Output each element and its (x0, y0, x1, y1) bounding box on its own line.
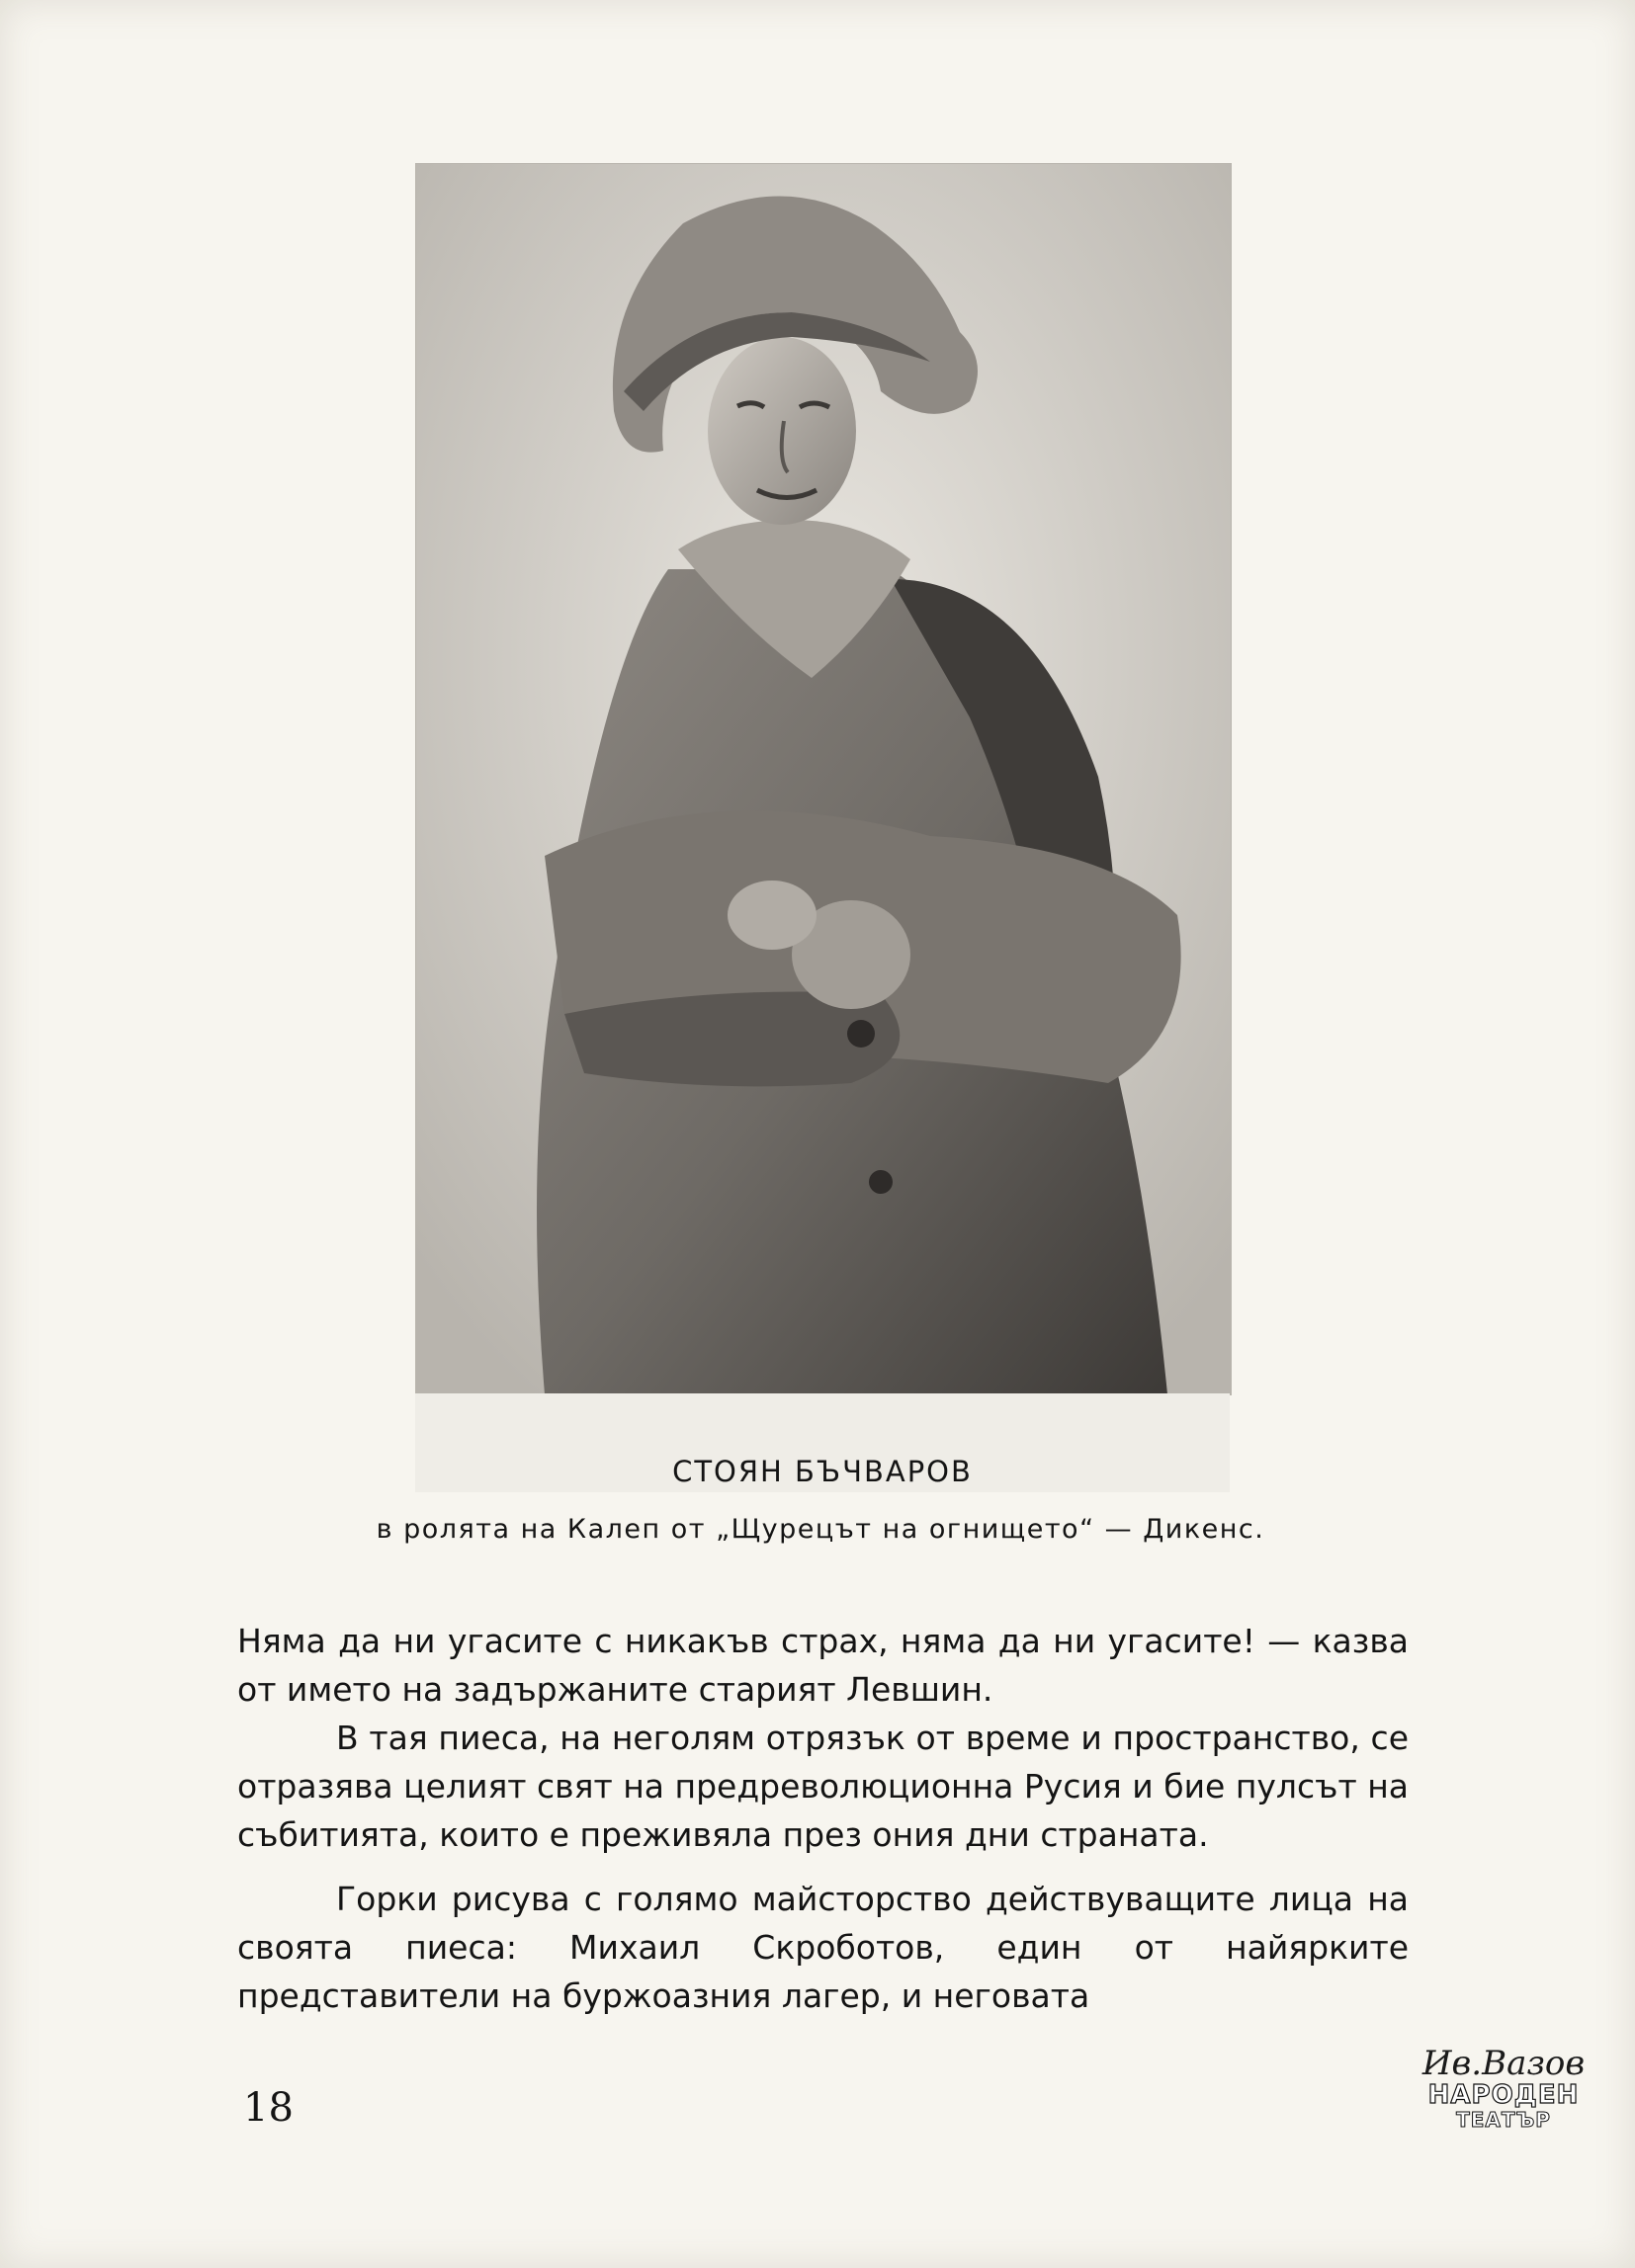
theatre-logo (1412, 2046, 1595, 2144)
actor-photo-illustration (416, 164, 1231, 1394)
actor-photo (415, 163, 1232, 1395)
page-number: 18 (243, 2085, 294, 2131)
logo-signature: Ив.Вазов (1421, 2044, 1586, 2083)
logo-line-1: НАРОДЕН (1427, 2080, 1580, 2110)
logo-line-2: ТЕАТЪР (1456, 2108, 1551, 2132)
photo-caption-role: в ролята на Калеп от „Щурецът на огнището“ — Дикенс. (376, 1514, 1265, 1545)
body-paragraph: Няма да ни угасите с никакъв страх, няма да ни угасите! — казва от името на задържаните старият Левшин. (237, 1622, 1409, 1709)
photo-caption-name: СТОЯН БЪЧВАРОВ (672, 1455, 973, 1488)
body-paragraph: Горки рисува с голямо майсторство действуващите лица на своята пиеса: Михаил Скроботов, един от найярките представители на буржоазния лагер, и неговата (237, 1880, 1409, 2015)
body-paragraph: В тая пиеса, на неголям отрязък от време и пространство, се отразява целият свят на предреволюционна Русия и бие пулсът на събитията, които е преживяла през ония дни страната. (237, 1719, 1409, 1854)
body-text (237, 1617, 1409, 2020)
